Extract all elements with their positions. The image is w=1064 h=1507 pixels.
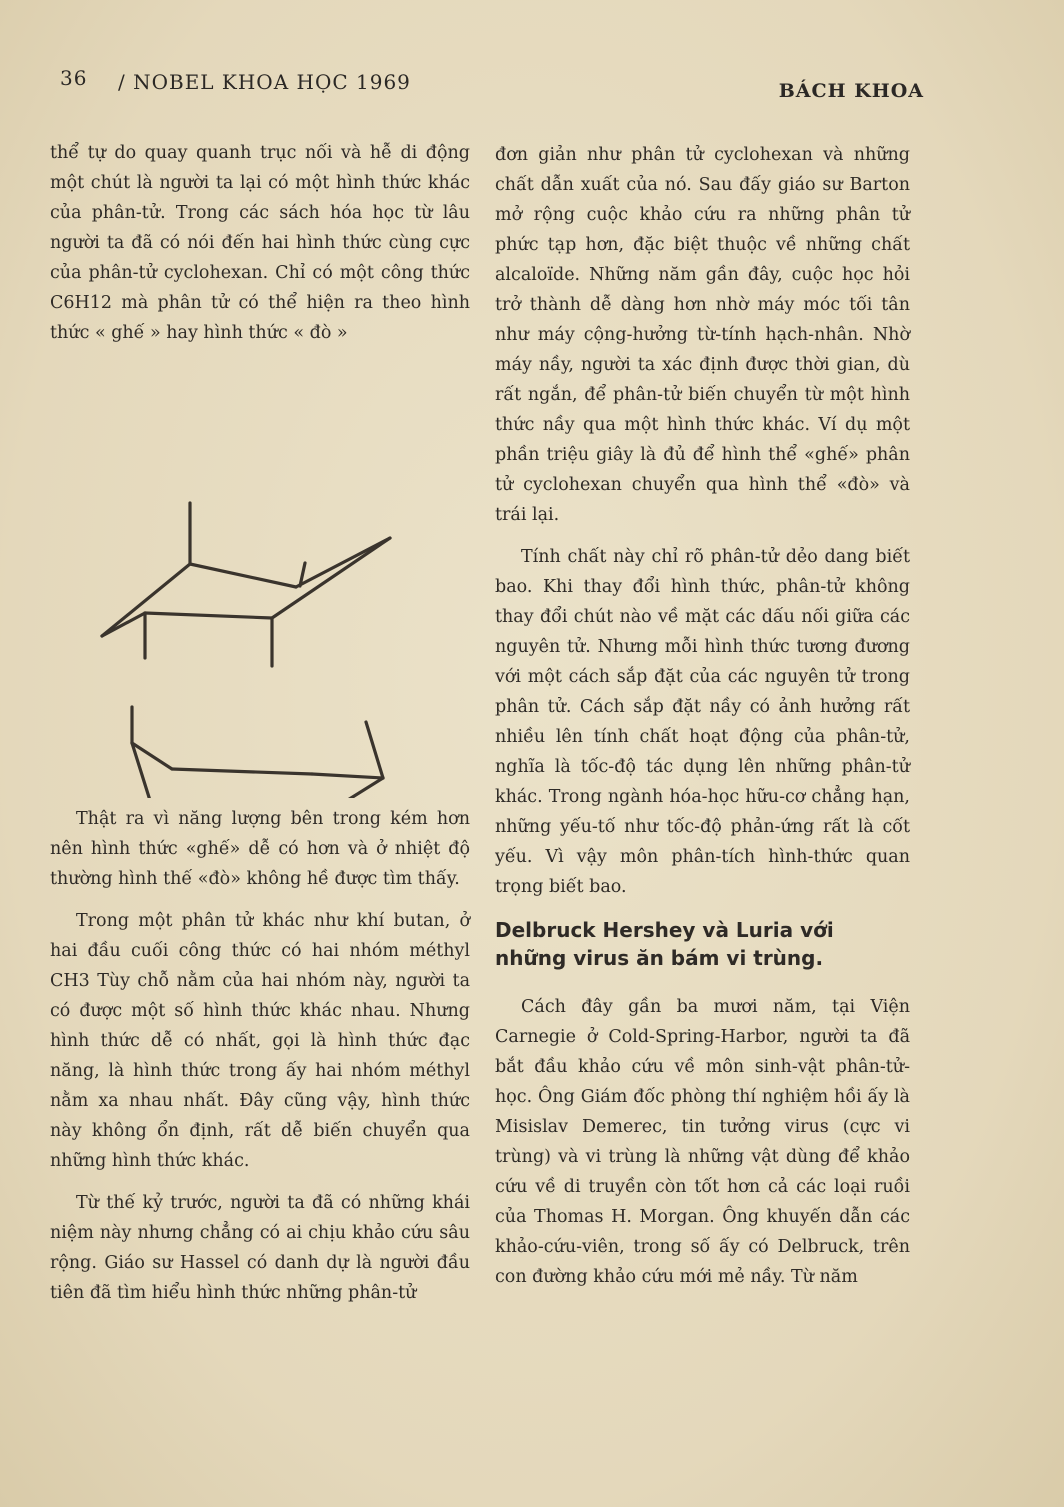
chair-conformation bbox=[102, 503, 390, 666]
cyclohexane-figure bbox=[50, 358, 470, 798]
paragraph: Thật ra vì năng lượng bên trong kém hơn nên hình thức «ghế» dễ có hơn và ở nhiệt độ thường hình thế «đò» không hề được tìm thấy. bbox=[50, 809, 470, 889]
left-column bbox=[50, 138, 470, 1308]
paragraph: đơn giản như phân tử cyclohexan và những chất dẫn xuất của nó. Sau đấy giáo sư Barton mở rộng cuộc khảo cứu ra những phân tử phức tạp hơn, đặc biệt thuộc về những chất alcaloïde. Những năm gần đây, cuộc học hỏi trở thành dễ dàng hơn nhờ máy móc tối tân như máy cộng-hưởng từ-tính hạch-nhân. Nhờ máy nầy, người ta xác định được thời gian, dù rất ngắn, để phân-tử biến chuyển từ một hình thức nầy qua một hình thức khác. Ví dụ một phần triệu giây là đủ để hình thể «ghế» phân tử cyclohexan chuyển qua hình thể «đò» và trái lại. bbox=[495, 145, 910, 525]
journal-name: BÁCH KHOA bbox=[778, 80, 924, 102]
paragraph: thể tự do quay quanh trục nối và hễ di động một chút là người ta lại có một hình thức khác của phân-tử. Trong các sách hóa học từ lâu người ta đã có nói đến hai hình thức cùng cực của phân-tử cyclohexan. Chỉ có một công thức C6H12 mà phân tử có thể hiện ra theo hình thức « ghế » hay hình thức « đò » bbox=[50, 143, 470, 343]
paragraph: Cách đây gần ba mươi năm, tại Viện Carnegie ở Cold-Spring-Harbor, người ta đã bắt đầu khảo cứu về môn sinh-vật phân-tử-học. Ông Giám đốc phòng thí nghiệm hồi ấy là Misislav Demerec, tin tưởng virus (cực vi trùng) và vi trùng là những vật dùng để khảo cứu về di truyền còn tốt hơn cả các loại ruồi của Thomas H. Morgan. Ông khuyến dẫn các khảo-cứu-viên, trong số ấy có Delbruck, trên con đường khảo cứu mới mẻ nầy. Từ năm bbox=[495, 997, 910, 1287]
paragraph: Từ thế kỷ trước, người ta đã có những khái niệm này nhưng chẳng có ai chịu khảo cứu sâu rộng. Giáo sư Hassel có danh dự là người đầu tiên đã tìm hiểu hình thức những phân-tử bbox=[50, 1193, 470, 1303]
right-column bbox=[495, 140, 910, 1292]
paragraph: Trong một phân tử khác như khí butan, ở hai đầu cuối công thức có hai nhóm méthyl CH3 Tùy chỗ nằm của hai nhóm này, người ta có được một số hình thức khác nhau. Nhưng hình thức dễ có nhất, gọi là hình thức đạc năng, là hình thức trong ấy hai nhóm méthyl nằm xa nhau nhất. Đây cũng vậy, hình thức này không ổn định, rất dễ biến chuyển qua những hình thức khác. bbox=[50, 911, 470, 1171]
running-title: / NOBEL KHOA HỌC 1969 bbox=[118, 70, 411, 94]
section-heading: Delbruck Hershey và Luria với những virus ăn bám vi trùng. bbox=[495, 918, 834, 970]
page-header bbox=[60, 66, 924, 106]
boat-conformation bbox=[132, 707, 383, 798]
cyclohexane-conformations-drawing bbox=[50, 358, 470, 798]
page-number: 36 bbox=[60, 66, 88, 90]
paragraph: Tính chất này chỉ rõ phân-tử dẻo dang biết bao. Khi thay đổi hình thức, phân-tử không thay đổi chút nào về mặt các dấu nối giữa các nguyên tử. Nhưng mỗi hình thức tương đương với một cách sắp đặt của các nguyên tử trong phân tử. Cách sắp đặt nầy có ảnh hưởng rất nhiều lên tính chất hoạt động của phân-tử, nghĩa là tốc-độ tác dụng lên những phân-tử khác. Trong ngành hóa-học hữu-cơ chẳng hạn, những yếu-tố như tốc-độ phản-ứng rất là cốt yếu. Vì vậy môn phân-tích hình-thức quan trọng biết bao. bbox=[495, 547, 910, 897]
